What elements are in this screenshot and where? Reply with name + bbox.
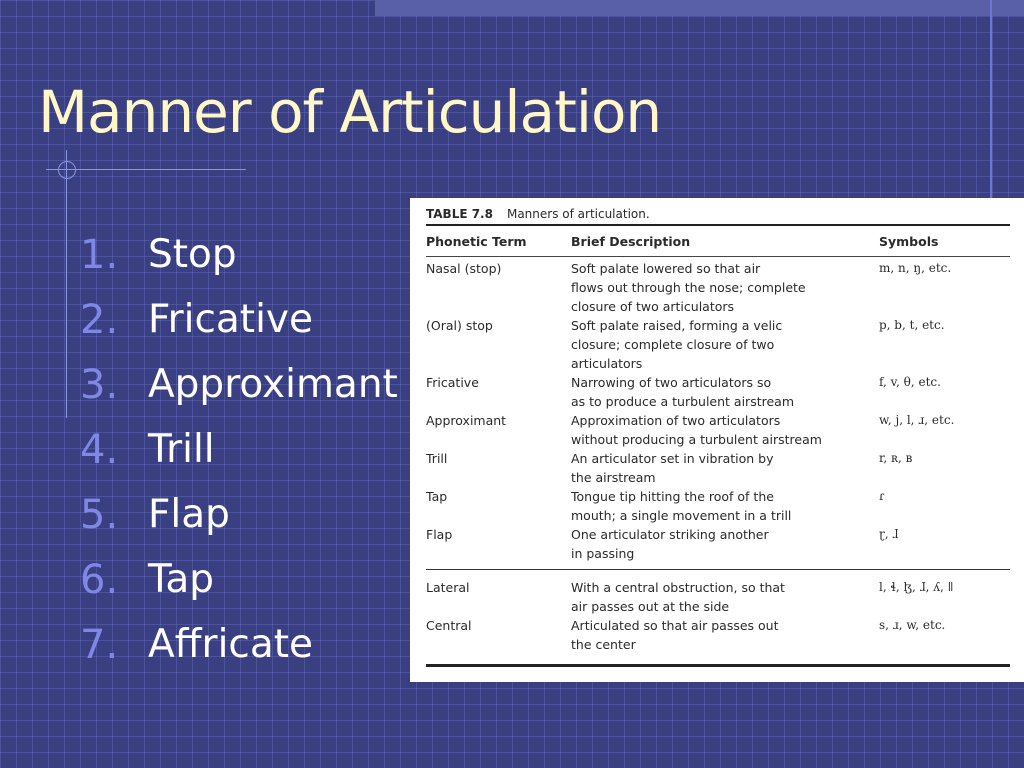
description-line: the center xyxy=(571,637,636,652)
cell-description xyxy=(571,411,879,449)
description-line: without producing a turbulent airstream xyxy=(571,432,822,447)
decor-horizontal-line xyxy=(46,169,246,170)
table-caption xyxy=(426,204,1010,224)
list-label: Tap xyxy=(148,557,215,602)
table-row xyxy=(426,449,1010,487)
table-header xyxy=(426,226,1010,256)
decor-vertical-line-right xyxy=(990,0,992,200)
cell-term: Tap xyxy=(426,489,448,504)
description-line: Tongue tip hitting the roof of the xyxy=(571,489,774,504)
description-line: the airstream xyxy=(571,470,656,485)
list-number: 7. xyxy=(80,621,119,668)
description-line: Articulated so that air passes out xyxy=(571,618,779,633)
cell-symbols: s, ɹ, w, etc. xyxy=(879,618,946,632)
description-line: closure of two articulators xyxy=(571,299,735,314)
description-line: One articulator striking another xyxy=(571,527,769,542)
decor-vertical-line xyxy=(66,150,67,418)
description-line: articulators xyxy=(571,356,643,371)
description-line: Soft palate raised, forming a velic xyxy=(571,318,783,333)
cell-term: Central xyxy=(426,618,472,633)
header-symbols: Symbols xyxy=(879,233,939,249)
table-caption-number: TABLE 7.8 xyxy=(426,207,493,221)
top-decor-band xyxy=(375,0,1024,16)
list-item xyxy=(80,352,398,417)
cell-description xyxy=(571,449,879,487)
cell-description xyxy=(571,316,879,373)
cell-symbols: l, ɬ, ɮ, ɺ, ʎ, ǁ xyxy=(879,580,954,594)
list-item xyxy=(80,417,398,482)
list-label: Fricative xyxy=(148,297,314,342)
table-row xyxy=(426,616,1010,654)
slide-title: Manner of Articulation xyxy=(38,78,662,146)
cell-description xyxy=(571,616,879,654)
header-phonetic-term: Phonetic Term xyxy=(426,233,527,249)
cell-symbols: ɽ, ɺ xyxy=(879,527,899,541)
cell-term: (Oral) stop xyxy=(426,318,493,333)
cell-symbols: f, v, θ, etc. xyxy=(879,375,941,389)
cell-symbols: m, n, ŋ, etc. xyxy=(879,261,952,275)
list-label: Flap xyxy=(148,492,230,537)
list-number: 1. xyxy=(80,231,119,278)
list-item xyxy=(80,547,398,612)
description-line: An articulator set in vibration by xyxy=(571,451,774,466)
list-item xyxy=(80,287,398,352)
table-row xyxy=(426,487,1010,525)
description-line: in passing xyxy=(571,546,635,561)
cell-symbols: ɾ xyxy=(879,489,885,503)
cell-description xyxy=(571,487,879,525)
cell-description xyxy=(571,373,879,411)
cell-description xyxy=(571,525,879,563)
table-body-secondary xyxy=(426,578,1010,654)
manner-list xyxy=(80,222,398,677)
description-line: Approximation of two articulators xyxy=(571,413,781,428)
description-line: With a central obstruction, so that xyxy=(571,580,785,595)
description-line: Soft palate lowered so that air xyxy=(571,261,761,276)
header-brief-description: Brief Description xyxy=(571,233,691,249)
table-row xyxy=(426,373,1010,411)
table-caption-text: Manners of articulation. xyxy=(506,207,650,221)
cell-term: Approximant xyxy=(426,413,507,428)
cell-term: Lateral xyxy=(426,580,470,595)
list-item xyxy=(80,222,398,287)
table-row xyxy=(426,411,1010,449)
cell-term: Nasal (stop) xyxy=(426,261,502,276)
cell-description xyxy=(571,578,879,616)
list-number: 3. xyxy=(80,361,119,408)
cell-term: Flap xyxy=(426,527,453,542)
table-row xyxy=(426,525,1010,563)
list-label: Stop xyxy=(148,232,237,277)
list-item xyxy=(80,612,398,677)
list-label: Approximant xyxy=(148,362,398,407)
list-label: Trill xyxy=(148,427,215,472)
table-bottom-rule xyxy=(426,664,1010,667)
list-label: Affricate xyxy=(148,622,314,667)
cell-term: Trill xyxy=(426,451,448,466)
list-number: 4. xyxy=(80,426,119,473)
list-item xyxy=(80,482,398,547)
table-section-rule xyxy=(426,569,1010,570)
decor-circle-icon xyxy=(58,161,76,179)
description-line: closure; complete closure of two xyxy=(571,337,775,352)
list-number: 2. xyxy=(80,296,119,343)
cell-symbols: p, b, t, etc. xyxy=(879,318,945,332)
cell-description xyxy=(571,259,879,316)
list-number: 6. xyxy=(80,556,119,603)
list-number: 5. xyxy=(80,491,119,538)
description-line: air passes out at the side xyxy=(571,599,730,614)
table-row xyxy=(426,316,1010,373)
cell-symbols: r, ʀ, ʙ xyxy=(879,451,913,465)
cell-symbols: w, j, l, ɹ, etc. xyxy=(879,413,955,427)
articulation-table-image xyxy=(410,198,1024,682)
cell-term: Fricative xyxy=(426,375,479,390)
description-line: Narrowing of two articulators so xyxy=(571,375,772,390)
table-body-primary xyxy=(426,257,1010,563)
description-line: flows out through the nose; complete xyxy=(571,280,806,295)
table-row xyxy=(426,259,1010,316)
description-line: as to produce a turbulent airstream xyxy=(571,394,794,409)
description-line: mouth; a single movement in a trill xyxy=(571,508,792,523)
table-row xyxy=(426,578,1010,616)
